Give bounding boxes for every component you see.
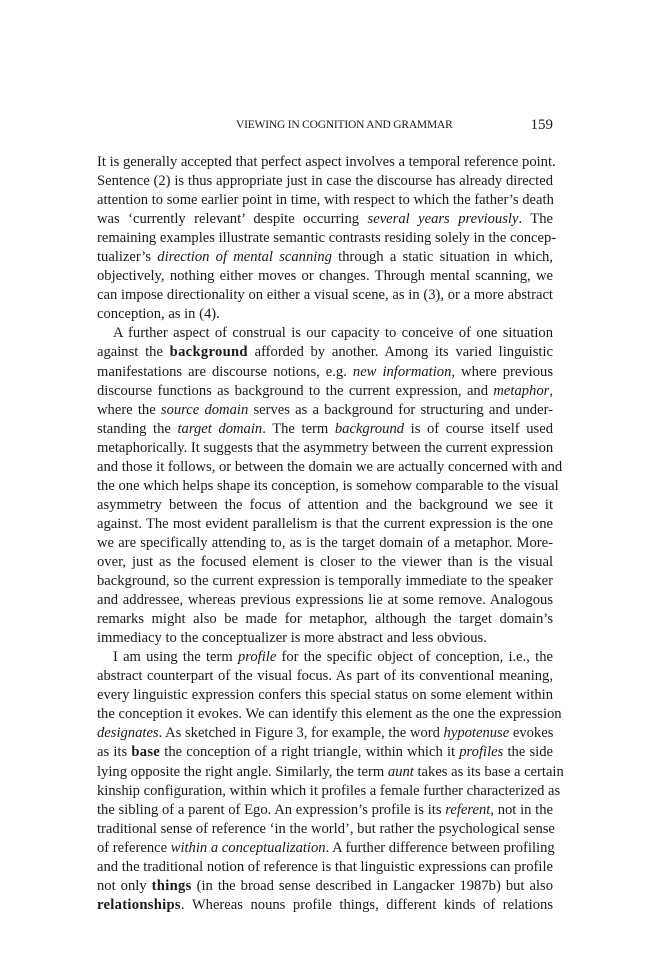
text-line [97,343,553,362]
italic-term: target domain [177,420,263,437]
page-header [97,119,553,139]
text-segment: . Whereas nouns profile things, different kinds of relations [180,896,553,913]
text-line [97,782,561,801]
text-line [97,324,553,343]
text-segment: . As sketched in Figure 3, for example, the word [158,725,444,742]
text-line [97,858,553,877]
text-line [97,839,553,858]
text-line [97,153,556,172]
text-segment: , not in the [490,801,553,818]
text-line [97,648,553,667]
italic-term: referent [445,801,491,818]
italic-term: aunt [387,763,414,780]
text-segment: we are specifically attending to, as is the target domain of a metaphor. More- [97,534,553,551]
text-line [97,191,553,210]
italic-term: several years previously [367,211,519,228]
italic-term: background [334,420,405,437]
text-line [97,896,553,915]
text-segment: discourse functions as background to the current expression, and [97,382,494,399]
text-line [97,267,553,286]
text-line [97,382,553,401]
text-line [97,763,564,782]
text-segment: . The [518,211,553,228]
text-line [97,610,553,629]
text-segment: the one which helps shape its conception, is somehow comparable to the visual [97,477,559,494]
text-segment: through a static situation in which, [331,249,554,266]
text-segment: objectively, nothing either moves or changes. Through mental scanning, we [97,268,553,285]
text-line [97,629,553,648]
text-line [97,420,553,439]
text-segment: , where previous [451,363,553,380]
text-segment: over, just as the focused element is closer to the viewer than is the visual [97,553,553,570]
body-text [97,153,564,915]
text-segment: lying opposite the right angle. Similarly, the term [97,763,388,780]
text-line [97,515,553,534]
text-line [97,458,563,477]
italic-term: direction of mental scanning [157,249,332,266]
text-line [97,534,553,553]
text-segment: traditional sense of reference ‘in the world’, but rather the psychological sense [97,820,555,837]
bold-term: things [151,877,192,894]
text-segment: asymmetry between the focus of attention and the background we see it [97,496,553,513]
text-segment: , [549,382,553,399]
text-line [97,210,553,229]
italic-term: profile [237,649,277,666]
text-segment: . A further difference between profiling [325,839,555,856]
text-segment: of reference [97,839,171,856]
bold-term: relationships [97,896,181,913]
text-line [97,286,553,305]
text-segment: remaining examples illustrate semantic contrasts residing solely in the concep- [97,230,557,247]
text-segment: . The term [262,420,335,437]
text-line [97,401,553,420]
text-line [97,724,553,743]
text-segment: is of course itself used [404,420,553,437]
text-segment: and the traditional notion of reference is that linguistic expressions can profile [97,858,553,875]
text-line [97,439,553,458]
text-segment: for the specific object of conception, i.e., the [276,649,553,666]
text-segment: remarks might also be made for metaphor, although the target domain’s [97,611,553,628]
text-segment: the side [503,744,553,761]
text-segment: where the [97,401,161,418]
text-segment: takes as its base a certain [413,763,564,780]
text-segment: the sibling of a parent of Ego. An expression’s profile is its [97,801,446,818]
text-segment: against the [97,344,170,361]
text-segment: conception, as in (4). [97,306,220,323]
text-line [97,801,553,820]
text-segment: the conception of a right triangle, within which it [160,744,460,761]
text-line [97,591,553,610]
bold-term: base [131,744,161,761]
text-segment: and those it follows, or between the domain we are actually concerned with and [97,458,563,475]
text-segment: evokes [509,725,554,742]
italic-term: hypotenuse [443,725,510,742]
text-line [97,667,553,686]
text-segment: against. The most evident parallelism is that the current expression is the one [97,515,553,532]
text-segment: background, so the current expression is temporally immediate to the speaker [97,573,553,590]
text-segment: was ‘currently relevant’ despite occurring [97,211,368,228]
text-line [97,172,553,191]
text-segment: not only [97,877,152,894]
text-segment: attention to some earlier point in time, with respect to which the father’s death [97,192,554,209]
page-number: 159 [530,117,553,133]
text-segment: A further aspect of construal is our capacity to conceive of one situation [113,325,553,342]
text-segment: the conception it evokes. We can identify this element as the one the expression [97,706,562,723]
text-segment: and addressee, whereas previous expressions lie at some remove. Analogous [97,592,553,609]
text-segment: can impose directionality on either a visual scene, as in (3), or a more abstract [97,287,553,304]
text-line [97,477,559,496]
text-segment: tualizer’s [97,249,158,266]
running-head: VIEWING IN COGNITION AND GRAMMAR [236,119,453,131]
text-segment: as its [97,744,132,761]
text-segment: kinship configuration, within which it profiles a female further characterized as [97,782,561,799]
text-segment: It is generally accepted that perfect aspect involves a temporal reference point. [97,154,556,170]
text-line [97,820,553,839]
text-segment: every linguistic expression confers this special status on some element within [97,687,553,704]
text-segment: Sentence (2) is thus appropriate just in case the discourse has already directed [97,173,553,190]
italic-term: metaphor [493,382,550,399]
text-line [97,705,562,724]
text-line [97,496,553,515]
text-line [97,305,553,324]
text-line [97,553,553,572]
italic-term: new information [352,363,452,380]
italic-term: profiles [459,744,504,761]
text-line [97,877,553,896]
italic-term: source domain [160,401,249,418]
text-segment: metaphorically. It suggests that the asymmetry between the current expression [97,439,554,456]
text-segment: afforded by another. Among its varied linguistic [247,344,553,361]
text-line [97,743,553,762]
italic-term: within a conceptualization [170,839,326,856]
text-line [97,363,553,382]
text-segment: serves as a background for structuring and under- [248,401,553,418]
text-line [97,248,553,267]
text-segment: I am using the term [113,649,238,666]
italic-term: designates [97,725,159,742]
text-segment: (in the broad sense described in Langacker 1987b) but also [191,877,553,894]
text-segment: manifestations are discourse notions, e.g. [97,363,353,380]
text-segment: immediacy to the conceptualizer is more abstract and less obvious. [97,630,487,647]
text-segment: standing the [97,420,178,437]
bold-term: background [169,344,248,361]
text-line [97,572,553,591]
text-line [97,686,553,705]
text-segment: abstract counterpart of the visual focus. As part of its conventional meaning, [97,668,553,685]
text-line [97,229,557,248]
